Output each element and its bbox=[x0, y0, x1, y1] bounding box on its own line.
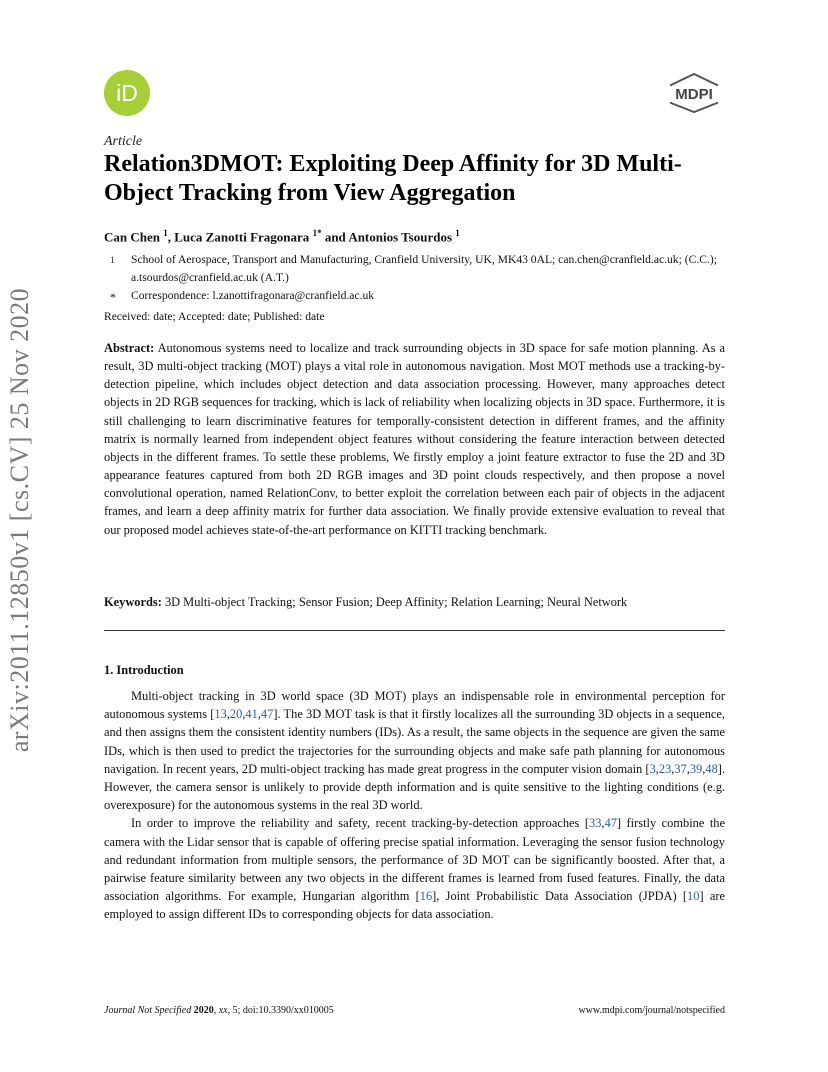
footer-doi: , 5; doi:10.3390/xx010005 bbox=[227, 1005, 334, 1016]
author-list bbox=[104, 228, 460, 245]
footer-url[interactable]: www.mdpi.com/journal/notspecified bbox=[578, 1005, 725, 1016]
citation-link[interactable]: 13 bbox=[214, 707, 227, 722]
citation-link[interactable]: 48 bbox=[705, 761, 718, 776]
citation-link[interactable]: 10 bbox=[687, 889, 700, 904]
mdpi-logo-icon[interactable] bbox=[664, 72, 724, 114]
citation-link[interactable]: 20 bbox=[229, 707, 243, 722]
affiliation-mark: * bbox=[110, 290, 116, 304]
correspondence-text: Correspondence: l.zanottifragonara@cranfield.ac.uk bbox=[131, 289, 375, 302]
citation-link[interactable]: 3 bbox=[649, 761, 656, 776]
author-name: Can Chen bbox=[104, 229, 160, 245]
author-name: Antonios Tsourdos bbox=[348, 229, 453, 245]
paragraph bbox=[104, 687, 725, 814]
keywords bbox=[104, 593, 725, 611]
abstract-text: Autonomous systems need to localize and track surrounding objects in 3D space for safe motion planning. As a result, 3D multi-object tracking (MOT) plays a vital role in autonomous navigation. Most MOT methods use a tracking-by-detection pipeline, which includes object detection and data association processing. However, many approaches detect objects in 2D RGB sequences for tracking, which is lack of reliability when localizing objects in 3D space. Furthermore, it is still challenging to learn discriminative features for temporally-consistent detection in different frames, and the affinity matrix is normally learned from independent object features without considering the feature interaction between detected objects in the different frames. To settle these problems, We firstly employ a joint feature extractor to fuse the 2D and 3D appearance features captured from both 2D RGB images and 3D point clouds respectively, and then propose a novel convolutional operation, named RelationConv, to better exploit the correlation between each pair of objects in the adjacent frames, and learn a deep affinity matrix for further data association. We finally provide extensive evaluation to reveal that our proposed model achieves state-of-the-art performance on KITTI tracking benchmark. bbox=[104, 341, 725, 537]
paper-title: Relation3DMOT: Exploiting Deep Affinity for 3D Multi-Object Tracking from View Aggregation bbox=[104, 151, 682, 206]
arxiv-stamp-text: arXiv:2011.12850v1 [cs.CV] 25 Nov 2020 bbox=[5, 287, 34, 753]
citation-group: 33,47 bbox=[589, 816, 617, 831]
citation-link[interactable]: 23 bbox=[658, 761, 672, 776]
citation-group bbox=[687, 889, 699, 903]
citation-link[interactable]: 39 bbox=[689, 761, 703, 776]
citation-group: 13,20,41,47 bbox=[214, 707, 274, 722]
paragraph-text: Multi-object tracking in 3D world space (3D MOT) plays an indispensable role in environmental perception for autonomous systems [ bbox=[104, 689, 725, 722]
citation-link[interactable]: 47 bbox=[604, 816, 617, 831]
citation-link[interactable]: 16 bbox=[419, 889, 433, 904]
paragraph-text: In order to improve the reliability and safety, recent tracking-by-detection approaches [ bbox=[131, 816, 590, 831]
affiliations bbox=[104, 251, 724, 305]
footer-journal: Journal Not Specified bbox=[104, 1005, 192, 1016]
citation-link[interactable]: 47 bbox=[260, 707, 274, 722]
section-divider bbox=[104, 630, 725, 631]
paragraph-text: ], Joint Probabilistic Data Association (JPDA) [ bbox=[432, 889, 688, 904]
affiliation-item bbox=[104, 287, 724, 305]
mdpi-logo-text: MDPI bbox=[675, 86, 713, 103]
author-affil-mark: 1* bbox=[312, 228, 322, 238]
article-type: Article bbox=[104, 134, 143, 149]
introduction-body bbox=[104, 687, 725, 924]
citation-link[interactable]: 41 bbox=[245, 707, 258, 722]
citation-link[interactable]: 37 bbox=[674, 761, 687, 776]
citation-group bbox=[420, 889, 432, 903]
affiliation-mark: 1 bbox=[110, 255, 115, 265]
author-separator: and bbox=[321, 229, 349, 245]
footer-volume: xx bbox=[218, 1005, 228, 1016]
affiliation-text: School of Aerospace, Transport and Manufacturing, Cranfield University, UK, MK43 0AL; can.chen@cranfield.ac.uk; (C.C.); a.tsourdos@cranfield.ac.uk (A.T.) bbox=[131, 253, 717, 284]
paragraph-text: ]. The 3D MOT task is that it firstly localizes all the surrounding 3D objects in a sequence, and then assigns them the consistent identity numbers (IDs). As a result, the same objects in the sequence are given the same IDs, which is then used to predict the trajectories for the surrounding objects and make safe path planning for autonomous navigation. In recent years, 2D multi-object tracking has made great progress in the computer vision domain [ bbox=[104, 707, 725, 776]
footer-citation: Journal Not Specified 2020, xx, 5; doi:10.3390/xx010005 bbox=[104, 1005, 334, 1016]
footer-year: 2020 bbox=[193, 1005, 214, 1016]
paragraph-text: ] firstly combine the camera with the Lidar sensor that is capable of offering precise spatial information. Leveraging the sensor fusion technology and redundant information from multiple sensors, the performance of 3D MOT can be significantly boosted. After that, a pairwise feature similarity between any two objects in the different frames is learned from fused features. Finally, the data association algorithms. For example, Hungarian algorithm [ bbox=[104, 816, 726, 904]
affiliation-item bbox=[104, 251, 724, 287]
orcid-logo-text: iD bbox=[116, 80, 138, 106]
section-heading: 1. Introduction bbox=[104, 663, 184, 677]
publication-dates: Received: date; Accepted: date; Published: date bbox=[104, 310, 325, 323]
keywords-label: Keywords: bbox=[104, 595, 162, 609]
citation-link[interactable]: 33 bbox=[589, 816, 602, 831]
paragraph bbox=[104, 814, 725, 923]
author-affil-mark: 1 bbox=[163, 228, 168, 238]
author-affil-mark: 1 bbox=[455, 228, 460, 238]
paragraph-text: ]. However, the camera sensor is unlikely to provide depth information and is quite sensitive to the lighting conditions (e.g. overexposure) for the autonomous systems in the real 3D world. bbox=[104, 761, 725, 813]
keywords-text: 3D Multi-object Tracking; Sensor Fusion; Deep Affinity; Relation Learning; Neural Network bbox=[164, 595, 628, 609]
author-name: Luca Zanotti Fragonara bbox=[174, 229, 310, 245]
paragraph-text: ] are employed to assign different IDs to corresponding objects for data association. bbox=[104, 889, 725, 922]
author-separator: , bbox=[167, 229, 175, 245]
citation-group: 3,23,37,39,48 bbox=[649, 761, 718, 776]
orcid-logo-icon[interactable] bbox=[104, 70, 150, 116]
abstract-label: Abstract: bbox=[104, 341, 155, 355]
abstract bbox=[104, 339, 725, 539]
